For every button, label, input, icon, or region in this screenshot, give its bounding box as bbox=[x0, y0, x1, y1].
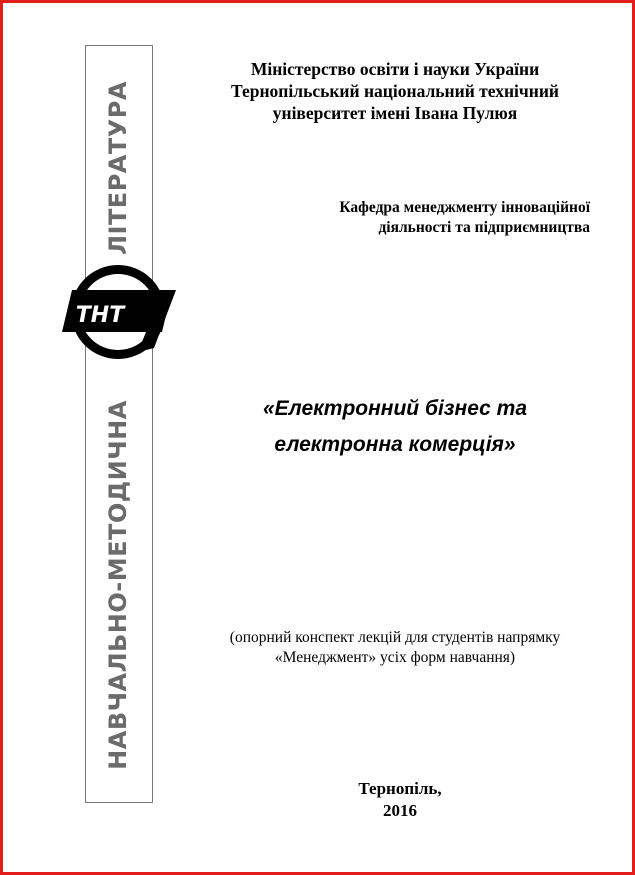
department-line: Кафедра менеджменту інноваційної bbox=[339, 199, 590, 216]
logo-text: ТНТ bbox=[75, 303, 125, 328]
ministry-heading bbox=[190, 58, 600, 124]
document-subtitle bbox=[190, 628, 600, 668]
banner-label-educational-methodical: НАВЧАЛЬНО-МЕТОДИЧНА bbox=[104, 400, 132, 770]
department-block bbox=[300, 198, 590, 238]
publication-city: Тернопіль, bbox=[358, 779, 442, 798]
subtitle-line: (опорний конспект лекцій для студентів напрямку bbox=[229, 629, 561, 646]
publication-year: 2016 bbox=[383, 801, 417, 820]
publication-footer bbox=[300, 778, 500, 822]
banner-label-literature: ЛІТЕРАТУРА bbox=[104, 81, 132, 255]
subtitle-line: «Менеджмент» усіх форм навчання) bbox=[274, 649, 516, 666]
department-line: діяльності та підприємництва bbox=[378, 219, 590, 236]
ministry-line: Міністерство освіти і науки України bbox=[250, 59, 540, 79]
title-line: електронна комерція» bbox=[274, 433, 516, 456]
document-title bbox=[200, 391, 590, 463]
title-line: «Електронний бізнес та bbox=[262, 397, 528, 420]
tntu-logo-icon bbox=[50, 260, 180, 370]
university-line: Тернопільський національний технічний bbox=[230, 81, 560, 101]
university-name-line: університет імені Івана Пулюя bbox=[272, 103, 518, 123]
